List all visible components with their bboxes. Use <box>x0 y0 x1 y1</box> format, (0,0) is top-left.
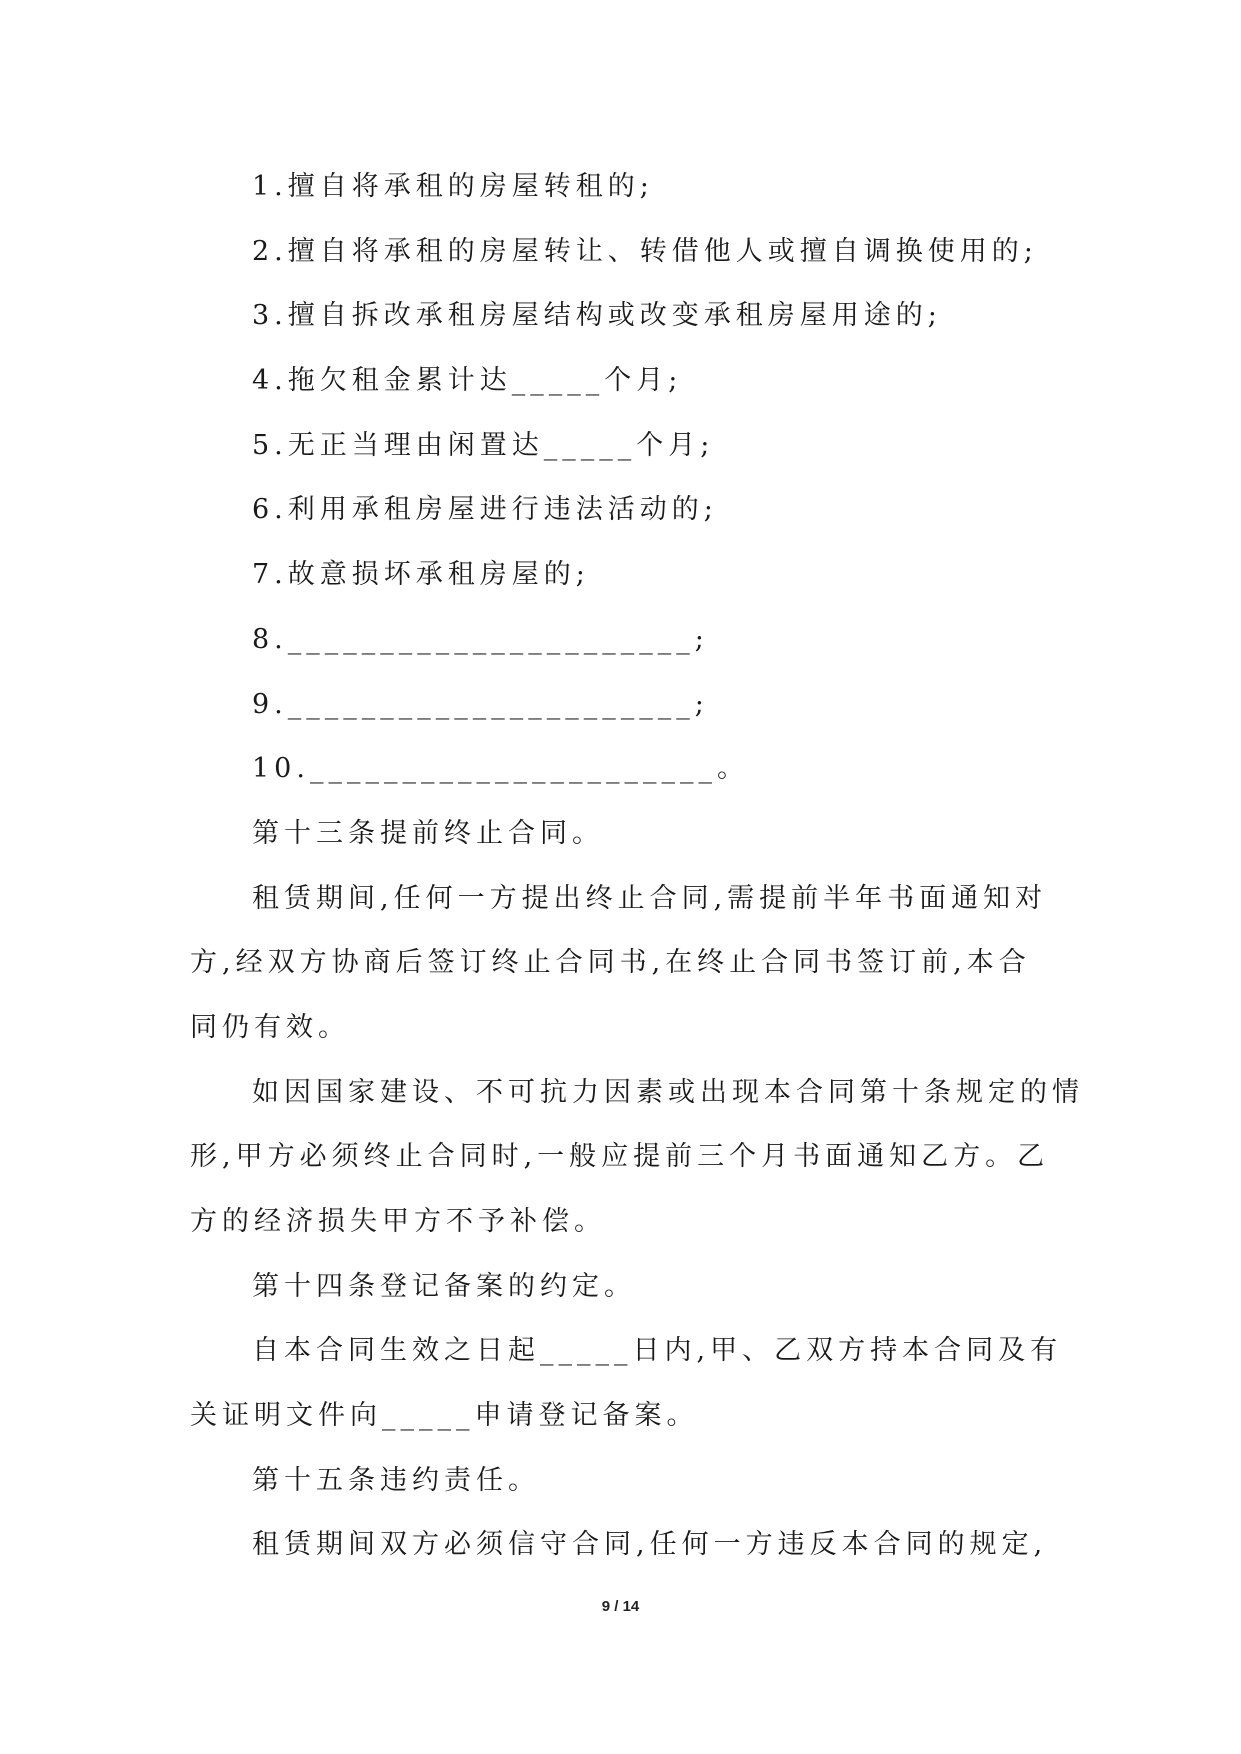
text-line: 第十四条登记备案的约定。 <box>252 1270 636 1302</box>
text-line: 关证明文件向_____申请登记备案。 <box>190 1400 699 1432</box>
text-line: 8.______________________; <box>252 623 709 655</box>
text-line: 租赁期间,任何一方提出终止合同,需提前半年书面通知对 <box>252 882 1048 914</box>
text-line: 10.______________________。 <box>252 753 749 785</box>
text-line: 5.无正当理由闲置达_____个月; <box>252 429 715 461</box>
page-number: 9 / 14 <box>601 1598 640 1615</box>
text-line: 第十五条违约责任。 <box>252 1464 540 1496</box>
text-line: 如因国家建设、不可抗力因素或出现本合同第十条规定的情 <box>252 1076 1084 1108</box>
text-line: 3.擅自拆改承租房屋结构或改变承租房屋用途的; <box>252 300 942 332</box>
text-line: 1.擅自将承租的房屋转租的; <box>252 171 654 202</box>
text-line: 同仍有效。 <box>190 1011 350 1043</box>
text-line: 第十三条提前终止合同。 <box>252 817 604 849</box>
text-line: 6.利用承租房屋进行违法活动的; <box>252 494 718 526</box>
text-line: 租赁期间双方必须信守合同,任何一方违反本合同的规定, <box>252 1529 1048 1561</box>
text-line: 7.故意损坏承租房屋的; <box>252 559 590 591</box>
document-body <box>190 155 1084 1578</box>
text-line: 4.拖欠租金累计达_____个月; <box>252 365 683 397</box>
text-line: 方,经双方协商后签订终止合同书,在终止合同书签订前,本合 <box>190 947 1031 979</box>
text-line: 2.擅自将承租的房屋转让、转借他人或擅自调换使用的; <box>252 235 1038 267</box>
text-line: 自本合同生效之日起_____日内,甲、乙双方持本合同及有 <box>252 1335 1063 1367</box>
text-line: 方的经济损失甲方不予补偿。 <box>190 1206 606 1237</box>
text-line: 形,甲方必须终止合同时,一般应提前三个月书面通知乙方。乙 <box>190 1141 1050 1173</box>
text-line: 9.______________________; <box>252 688 709 720</box>
